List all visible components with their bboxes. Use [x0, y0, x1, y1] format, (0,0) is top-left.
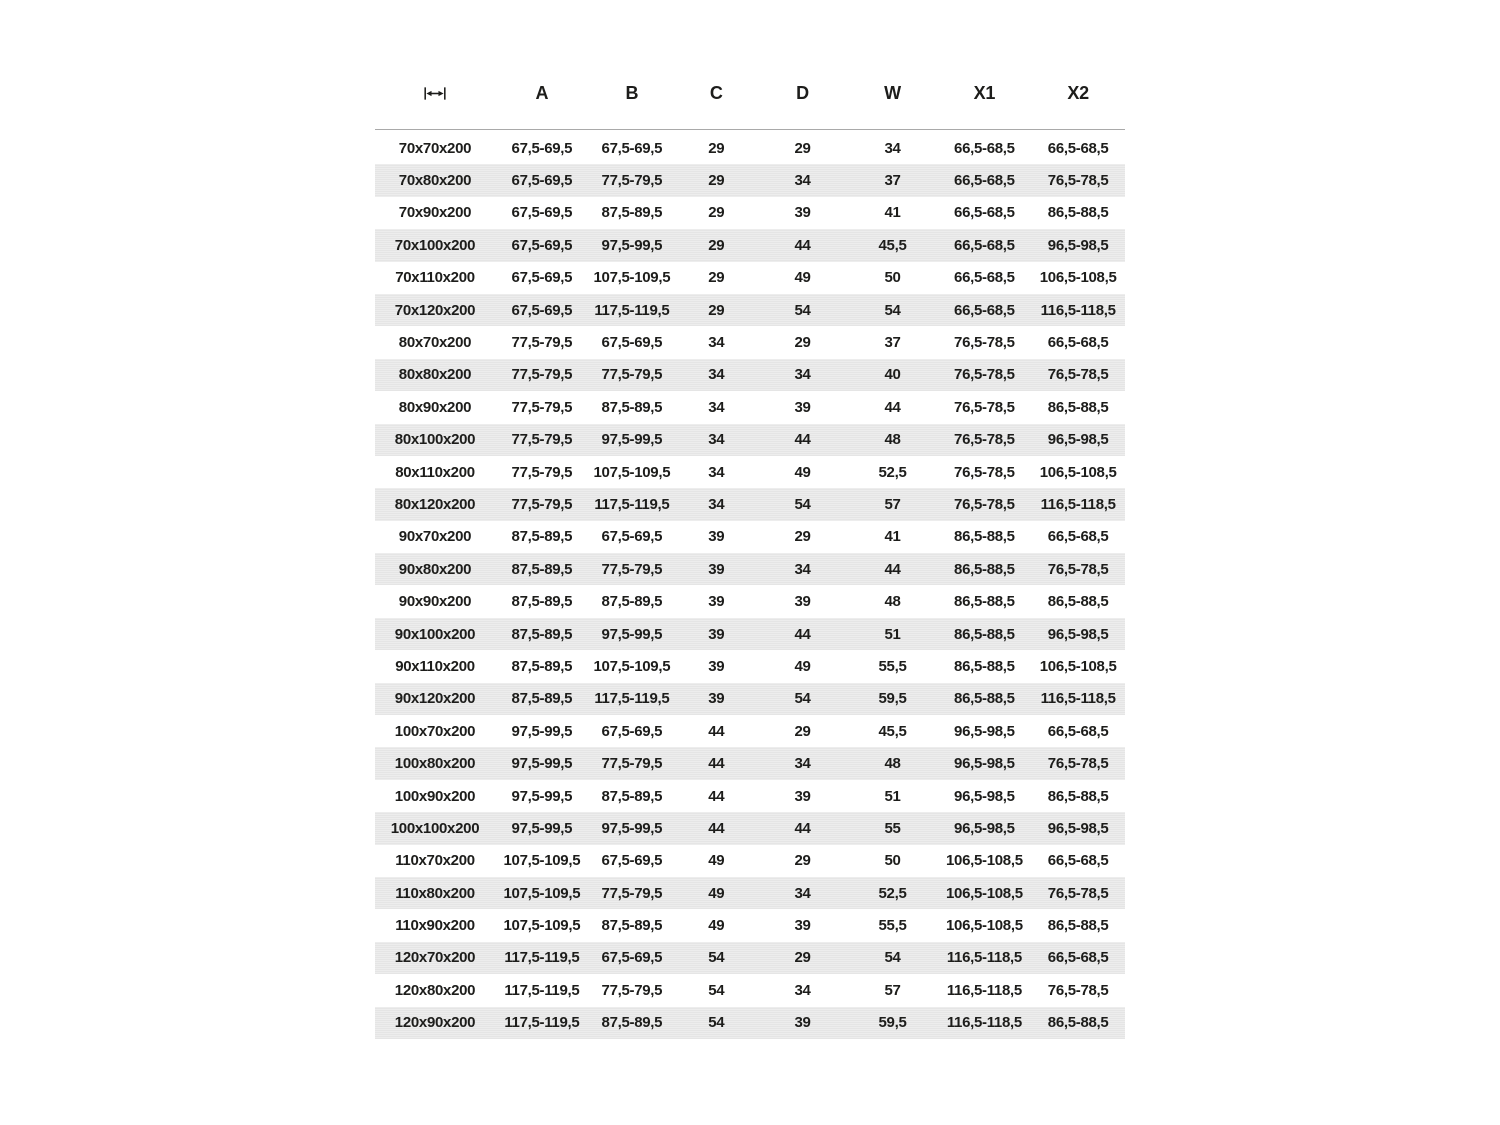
cell-x1: 66,5-68,5 — [954, 139, 1015, 157]
cell-c: 29 — [708, 139, 725, 157]
cell-w: 48 — [884, 431, 901, 449]
cell-x2: 116,5-118,5 — [1040, 690, 1116, 708]
cell-b: 107,5-109,5 — [593, 463, 671, 481]
size-cell: 90x80x200 — [398, 560, 472, 578]
size-cell: 100x70x200 — [394, 722, 476, 740]
cell-w: 37 — [884, 172, 901, 190]
column-header-size — [375, 86, 495, 101]
cell-c: 39 — [708, 593, 725, 611]
cell-a: 77,5-79,5 — [511, 366, 573, 384]
cell-b: 87,5-89,5 — [601, 204, 663, 222]
cell-b: 67,5-69,5 — [601, 949, 663, 967]
table-row — [375, 553, 1125, 585]
cell-a: 67,5-69,5 — [511, 139, 573, 157]
cell-d: 29 — [794, 334, 811, 352]
cell-c: 44 — [708, 819, 725, 837]
column-header-x1: X1 — [973, 82, 996, 103]
cell-c: 54 — [708, 1014, 725, 1032]
cell-d: 44 — [794, 625, 811, 643]
size-cell: 100x100x200 — [390, 819, 480, 837]
cell-d: 29 — [794, 139, 811, 157]
cell-d: 54 — [794, 301, 811, 319]
cell-x2: 106,5-108,5 — [1039, 657, 1117, 675]
cell-w: 57 — [884, 495, 901, 513]
size-cell: 70x70x200 — [398, 139, 472, 157]
cell-c: 29 — [708, 269, 725, 287]
size-cell: 70x100x200 — [394, 236, 476, 254]
cell-x1: 106,5-108,5 — [945, 852, 1023, 870]
column-header-x2: X2 — [1067, 82, 1089, 103]
cell-x2: 86,5-88,5 — [1047, 1014, 1109, 1032]
table-row — [375, 942, 1125, 974]
cell-x2: 86,5-88,5 — [1047, 787, 1109, 805]
cell-c: 34 — [708, 334, 725, 352]
cell-x2: 76,5-78,5 — [1047, 981, 1109, 999]
cell-w: 41 — [884, 204, 901, 222]
cell-a: 87,5-89,5 — [511, 625, 573, 643]
cell-w: 48 — [884, 593, 901, 611]
table-row — [375, 326, 1125, 358]
cell-w: 54 — [884, 301, 901, 319]
cell-c: 29 — [708, 204, 725, 222]
cell-a: 117,5-119,5 — [504, 981, 580, 999]
cell-b: 67,5-69,5 — [601, 528, 663, 546]
cell-c: 39 — [708, 625, 725, 643]
cell-x1: 86,5-88,5 — [954, 528, 1015, 546]
cell-x1: 66,5-68,5 — [954, 172, 1015, 190]
cell-b: 117,5-119,5 — [594, 690, 670, 708]
cell-w: 59,5 — [878, 1014, 907, 1032]
size-cell: 80x80x200 — [398, 366, 472, 384]
cell-a: 107,5-109,5 — [503, 884, 581, 902]
cell-c: 49 — [708, 884, 725, 902]
size-cell: 110x90x200 — [395, 917, 475, 935]
cell-b: 97,5-99,5 — [601, 236, 663, 254]
cell-d: 34 — [794, 884, 811, 902]
cell-x2: 86,5-88,5 — [1047, 398, 1109, 416]
header-divider — [375, 114, 1125, 130]
cell-x1: 66,5-68,5 — [954, 236, 1015, 254]
cell-x1: 116,5-118,5 — [946, 981, 1022, 999]
cell-w: 50 — [884, 852, 901, 870]
cell-c: 44 — [708, 722, 725, 740]
cell-d: 39 — [794, 593, 811, 611]
cell-c: 54 — [708, 981, 725, 999]
cell-w: 44 — [884, 560, 901, 578]
cell-c: 44 — [708, 787, 725, 805]
table-row — [375, 780, 1125, 812]
cell-c: 34 — [708, 495, 725, 513]
cell-c: 34 — [708, 398, 725, 416]
cell-x1: 86,5-88,5 — [954, 560, 1015, 578]
cell-b: 87,5-89,5 — [601, 1014, 663, 1032]
cell-b: 107,5-109,5 — [593, 269, 671, 287]
cell-w: 40 — [884, 366, 901, 384]
table-row — [375, 650, 1125, 682]
cell-x2: 66,5-68,5 — [1047, 528, 1109, 546]
table-row — [375, 974, 1125, 1006]
cell-w: 55 — [884, 819, 901, 837]
size-cell: 120x90x200 — [394, 1014, 476, 1032]
table-row — [375, 132, 1125, 164]
cell-c: 29 — [708, 301, 725, 319]
cell-d: 29 — [794, 722, 811, 740]
width-dimension-icon — [424, 86, 446, 101]
cell-b: 67,5-69,5 — [601, 722, 663, 740]
cell-d: 34 — [794, 560, 811, 578]
cell-x2: 66,5-68,5 — [1047, 852, 1109, 870]
cell-w: 57 — [884, 981, 901, 999]
table-row — [375, 424, 1125, 456]
size-cell: 100x90x200 — [394, 787, 476, 805]
cell-x1: 66,5-68,5 — [954, 204, 1015, 222]
cell-d: 49 — [794, 463, 811, 481]
cell-w: 52,5 — [878, 463, 907, 481]
table-row — [375, 1007, 1125, 1039]
cell-d: 54 — [794, 495, 811, 513]
table-row — [375, 812, 1125, 844]
table-row — [375, 747, 1125, 779]
cell-d: 29 — [794, 528, 811, 546]
cell-x1: 96,5-98,5 — [954, 722, 1015, 740]
cell-x2: 76,5-78,5 — [1047, 755, 1109, 773]
cell-w: 51 — [884, 787, 901, 805]
cell-b: 87,5-89,5 — [601, 398, 663, 416]
cell-a: 117,5-119,5 — [504, 949, 580, 967]
cell-a: 117,5-119,5 — [504, 1014, 580, 1032]
cell-d: 34 — [794, 172, 811, 190]
size-cell: 90x70x200 — [398, 528, 472, 546]
cell-d: 39 — [794, 398, 811, 416]
cell-a: 87,5-89,5 — [511, 690, 573, 708]
cell-w: 55,5 — [878, 657, 907, 675]
cell-x1: 86,5-88,5 — [954, 593, 1015, 611]
cell-x2: 96,5-98,5 — [1047, 236, 1109, 254]
size-cell: 110x80x200 — [395, 884, 475, 902]
cell-x1: 116,5-118,5 — [946, 1014, 1022, 1032]
size-cell: 80x100x200 — [394, 431, 476, 449]
cell-c: 34 — [708, 366, 725, 384]
table-row — [375, 585, 1125, 617]
column-header-d: D — [796, 82, 809, 103]
size-cell: 110x70x200 — [395, 852, 475, 870]
cell-x1: 86,5-88,5 — [954, 625, 1015, 643]
cell-b: 87,5-89,5 — [601, 593, 663, 611]
size-cell: 80x120x200 — [394, 495, 476, 513]
cell-a: 77,5-79,5 — [511, 463, 573, 481]
cell-d: 54 — [794, 690, 811, 708]
cell-x2: 66,5-68,5 — [1047, 139, 1109, 157]
cell-d: 39 — [794, 787, 811, 805]
cell-a: 67,5-69,5 — [511, 236, 573, 254]
table-row — [375, 845, 1125, 877]
cell-a: 77,5-79,5 — [511, 495, 573, 513]
size-cell: 70x80x200 — [398, 172, 472, 190]
cell-a: 77,5-79,5 — [511, 334, 573, 352]
cell-x2: 106,5-108,5 — [1039, 463, 1117, 481]
cell-c: 54 — [708, 949, 725, 967]
cell-x1: 96,5-98,5 — [954, 787, 1015, 805]
cell-d: 39 — [794, 1014, 811, 1032]
cell-w: 45,5 — [878, 722, 907, 740]
cell-x1: 86,5-88,5 — [954, 657, 1015, 675]
cell-x1: 76,5-78,5 — [954, 431, 1015, 449]
cell-x1: 66,5-68,5 — [954, 269, 1015, 287]
cell-x2: 66,5-68,5 — [1047, 949, 1109, 967]
cell-x2: 116,5-118,5 — [1040, 495, 1116, 513]
table-row — [375, 877, 1125, 909]
cell-a: 77,5-79,5 — [511, 431, 573, 449]
size-cell: 120x70x200 — [394, 949, 476, 967]
cell-w: 51 — [884, 625, 901, 643]
cell-a: 107,5-109,5 — [503, 917, 581, 935]
cell-w: 34 — [884, 139, 901, 157]
size-cell: 90x100x200 — [394, 625, 476, 643]
cell-w: 50 — [884, 269, 901, 287]
cell-x2: 86,5-88,5 — [1047, 917, 1109, 935]
cell-d: 44 — [794, 819, 811, 837]
cell-w: 45,5 — [878, 236, 907, 254]
size-cell: 120x80x200 — [394, 981, 476, 999]
table-row — [375, 391, 1125, 423]
cell-b: 97,5-99,5 — [601, 625, 663, 643]
cell-x2: 76,5-78,5 — [1047, 560, 1109, 578]
cell-d: 44 — [794, 236, 811, 254]
cell-x2: 116,5-118,5 — [1040, 301, 1116, 319]
cell-x1: 76,5-78,5 — [954, 334, 1015, 352]
column-header-c: C — [709, 82, 723, 103]
cell-c: 29 — [708, 172, 725, 190]
cell-c: 39 — [708, 657, 725, 675]
cell-x1: 76,5-78,5 — [954, 366, 1015, 384]
cell-a: 87,5-89,5 — [511, 528, 573, 546]
cell-b: 67,5-69,5 — [601, 139, 663, 157]
cell-c: 49 — [708, 917, 725, 935]
cell-c: 44 — [708, 755, 725, 773]
table-row — [375, 294, 1125, 326]
cell-x1: 76,5-78,5 — [954, 398, 1015, 416]
table-row — [375, 521, 1125, 553]
cell-d: 39 — [794, 917, 811, 935]
cell-d: 34 — [794, 981, 811, 999]
cell-w: 44 — [884, 398, 901, 416]
column-header-b: B — [625, 82, 639, 103]
cell-a: 97,5-99,5 — [511, 722, 573, 740]
table-row — [375, 197, 1125, 229]
cell-a: 67,5-69,5 — [511, 172, 573, 190]
cell-b: 77,5-79,5 — [601, 560, 663, 578]
cell-b: 77,5-79,5 — [601, 981, 663, 999]
size-cell: 90x120x200 — [394, 690, 476, 708]
cell-x1: 76,5-78,5 — [954, 495, 1015, 513]
cell-c: 34 — [708, 463, 725, 481]
size-cell: 90x90x200 — [398, 593, 472, 611]
size-cell: 80x110x200 — [395, 463, 475, 481]
column-header-w: W — [884, 82, 901, 103]
size-cell: 80x70x200 — [398, 334, 472, 352]
cell-c: 39 — [708, 528, 725, 546]
table-row — [375, 229, 1125, 261]
cell-b: 117,5-119,5 — [594, 495, 670, 513]
table-row — [375, 618, 1125, 650]
cell-b: 97,5-99,5 — [601, 819, 663, 837]
cell-a: 77,5-79,5 — [511, 398, 573, 416]
table-row — [375, 909, 1125, 941]
cell-a: 67,5-69,5 — [511, 269, 573, 287]
cell-x2: 76,5-78,5 — [1047, 884, 1109, 902]
cell-x2: 76,5-78,5 — [1047, 366, 1109, 384]
cell-b: 97,5-99,5 — [601, 431, 663, 449]
cell-d: 39 — [794, 204, 811, 222]
cell-x2: 106,5-108,5 — [1039, 269, 1117, 287]
cell-b: 67,5-69,5 — [601, 334, 663, 352]
cell-x1: 66,5-68,5 — [954, 301, 1015, 319]
cell-x2: 96,5-98,5 — [1047, 819, 1109, 837]
cell-c: 39 — [708, 560, 725, 578]
size-cell: 70x110x200 — [395, 269, 475, 287]
cell-x1: 76,5-78,5 — [954, 463, 1015, 481]
cell-a: 87,5-89,5 — [511, 593, 573, 611]
cell-d: 29 — [794, 852, 811, 870]
table-row — [375, 683, 1125, 715]
cell-w: 48 — [884, 755, 901, 773]
cell-x1: 96,5-98,5 — [954, 819, 1015, 837]
cell-b: 87,5-89,5 — [601, 917, 663, 935]
cell-c: 49 — [708, 852, 725, 870]
cell-x2: 96,5-98,5 — [1047, 625, 1109, 643]
cell-b: 107,5-109,5 — [593, 657, 671, 675]
cell-c: 29 — [708, 236, 725, 254]
cell-w: 41 — [884, 528, 901, 546]
cell-b: 67,5-69,5 — [601, 852, 663, 870]
cell-b: 77,5-79,5 — [601, 755, 663, 773]
cell-d: 34 — [794, 366, 811, 384]
cell-x1: 106,5-108,5 — [945, 884, 1023, 902]
size-cell: 80x90x200 — [398, 398, 472, 416]
cell-x1: 106,5-108,5 — [945, 917, 1023, 935]
cell-a: 87,5-89,5 — [511, 560, 573, 578]
table-row — [375, 164, 1125, 196]
dimensions-table — [375, 72, 1125, 1039]
cell-a: 107,5-109,5 — [503, 852, 581, 870]
cell-a: 67,5-69,5 — [511, 204, 573, 222]
cell-a: 87,5-89,5 — [511, 657, 573, 675]
cell-a: 67,5-69,5 — [511, 301, 573, 319]
cell-x1: 96,5-98,5 — [954, 755, 1015, 773]
cell-d: 44 — [794, 431, 811, 449]
size-cell: 100x80x200 — [394, 755, 476, 773]
cell-d: 29 — [794, 949, 811, 967]
cell-b: 117,5-119,5 — [594, 301, 670, 319]
cell-a: 97,5-99,5 — [511, 755, 573, 773]
cell-w: 54 — [884, 949, 901, 967]
column-header-a: A — [535, 82, 549, 103]
cell-x1: 116,5-118,5 — [946, 949, 1022, 967]
cell-w: 52,5 — [878, 884, 907, 902]
cell-x1: 86,5-88,5 — [954, 690, 1015, 708]
table-row — [375, 715, 1125, 747]
cell-c: 34 — [708, 431, 725, 449]
cell-x2: 76,5-78,5 — [1047, 172, 1109, 190]
cell-w: 37 — [884, 334, 901, 352]
cell-b: 77,5-79,5 — [601, 884, 663, 902]
cell-x2: 66,5-68,5 — [1047, 334, 1109, 352]
cell-x2: 86,5-88,5 — [1047, 204, 1109, 222]
cell-a: 97,5-99,5 — [511, 819, 573, 837]
size-cell: 70x90x200 — [398, 204, 472, 222]
cell-x2: 66,5-68,5 — [1047, 722, 1109, 740]
cell-b: 77,5-79,5 — [601, 172, 663, 190]
table-row — [375, 488, 1125, 520]
cell-c: 39 — [708, 690, 725, 708]
cell-d: 49 — [794, 269, 811, 287]
table-body — [375, 130, 1125, 1039]
size-cell: 90x110x200 — [395, 657, 475, 675]
cell-b: 87,5-89,5 — [601, 787, 663, 805]
cell-b: 77,5-79,5 — [601, 366, 663, 384]
table-row — [375, 456, 1125, 488]
table-header-row — [375, 72, 1125, 114]
size-cell: 70x120x200 — [394, 301, 476, 319]
table-row — [375, 359, 1125, 391]
cell-d: 49 — [794, 657, 811, 675]
cell-a: 97,5-99,5 — [511, 787, 573, 805]
cell-w: 59,5 — [878, 690, 907, 708]
cell-w: 55,5 — [878, 917, 907, 935]
cell-x2: 86,5-88,5 — [1047, 593, 1109, 611]
table-row — [375, 262, 1125, 294]
cell-x2: 96,5-98,5 — [1047, 431, 1109, 449]
cell-d: 34 — [794, 755, 811, 773]
